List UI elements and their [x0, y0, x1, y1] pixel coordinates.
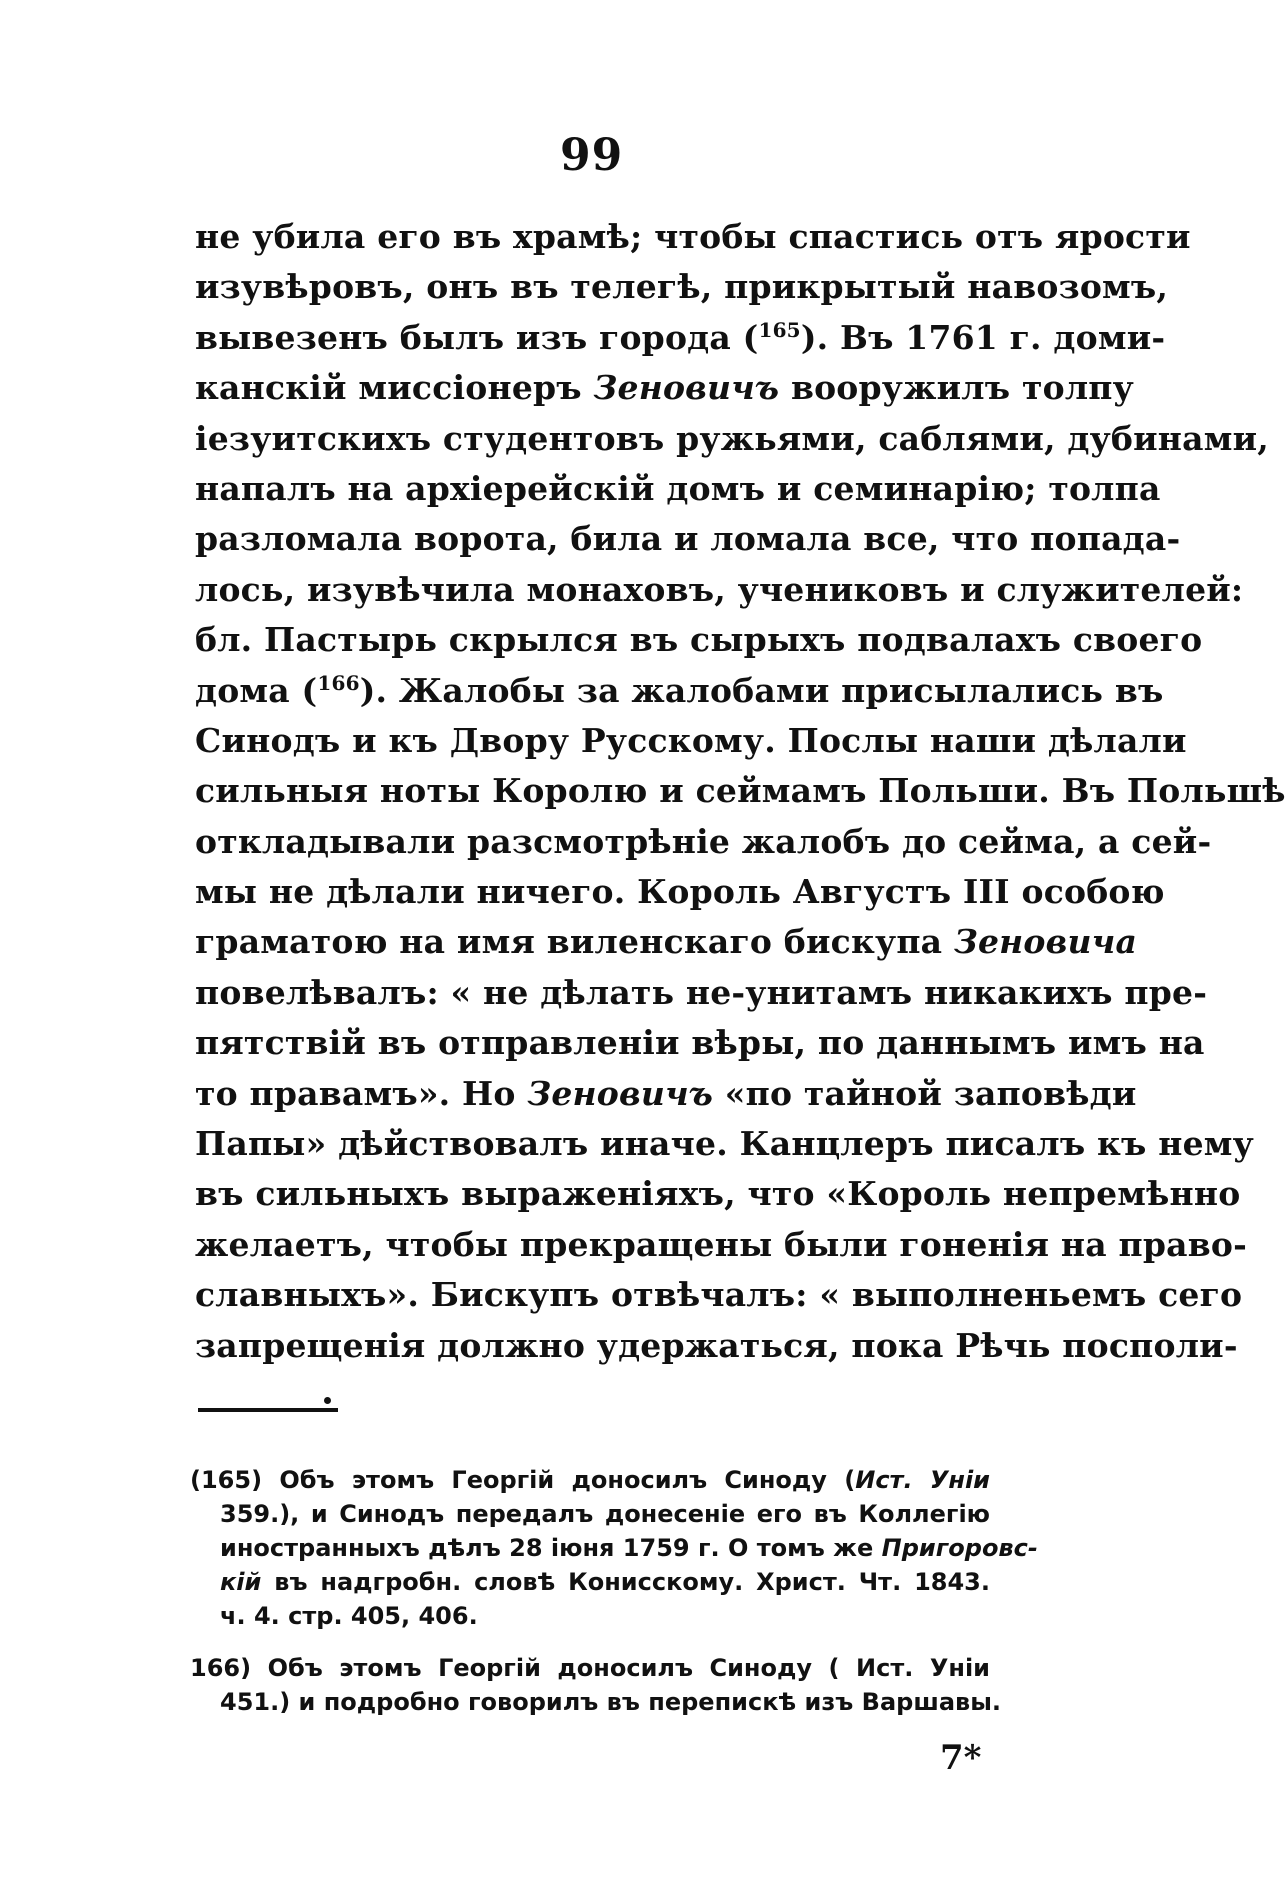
- text-line-15: [195, 917, 1138, 967]
- text-line-12: сильныя ноты Королю и сеймамъ Польши. Въ Польшѣ: [195, 771, 1286, 811]
- text-line-10: [195, 666, 1164, 716]
- footnote-165-author-end: кій: [220, 1568, 262, 1596]
- text-line-10-start: дома (: [195, 670, 318, 710]
- name-zenovich-2: Зеновичъ: [527, 1073, 714, 1113]
- text-line-23: запрещенія должно удержаться, пока Рѣчь посполи-: [195, 1325, 1238, 1365]
- text-line-5: іезуитскихъ студентовъ ружьями, саблями, дубинами,: [195, 418, 1269, 458]
- text-line-22: славныхъ». Бискупъ отвѣчалъ: « выполненьемъ сего: [195, 1275, 1243, 1315]
- footnote-166-line-1: 166) Объ этомъ Георгій доносилъ Синоду ( Ист. Уніи: [190, 1654, 990, 1682]
- footnote-165-line-4-text: въ надгробн. словѣ Конисскому. Христ. Чт. 1843.: [274, 1568, 991, 1596]
- text-line-3-start: вывезенъ былъ изъ города (: [195, 317, 759, 357]
- text-line-17: пятствій въ отправленіи вѣры, по даннымъ имъ на: [195, 1023, 1205, 1063]
- text-line-18-start: то правамъ». Но: [195, 1073, 516, 1113]
- footnote-ref-166: 166: [317, 670, 360, 695]
- text-line-15-start: граматою на имя виленскаго бискупа: [195, 922, 943, 962]
- text-line-6: напалъ на архіерейскій домъ и семинарію; толпа: [195, 468, 1161, 508]
- name-zenovich: Зеновичъ: [593, 368, 780, 408]
- footnotes: [190, 1463, 1038, 1719]
- text-line-14: мы не дѣлали ничего. Король Августъ III особою: [195, 872, 1165, 912]
- footnote-165-source: Ист. Уніи: [855, 1466, 991, 1494]
- footnote-165-line-5: ч. 4. стр. 405, 406.: [220, 1602, 478, 1630]
- text-line-11: Синодъ и къ Двору Русскому. Послы наши дѣлали: [195, 720, 1187, 760]
- footnote-separator: [198, 1408, 338, 1412]
- text-line-16: повелѣвалъ: « не дѣлать не-унитамъ никакихъ пре-: [195, 972, 1208, 1012]
- main-text: [195, 212, 1286, 1371]
- text-line-19: Папы» дѣйствовалъ иначе. Канцлеръ писалъ къ нему: [195, 1124, 1254, 1164]
- footnote-165-text: (165) Объ этомъ Георгій доносилъ Синоду (: [190, 1466, 856, 1494]
- footnote-165-line-3: [190, 1531, 1038, 1565]
- footnote-165-author: Пригоровс-: [881, 1534, 1038, 1562]
- text-line-4: [195, 363, 1134, 413]
- footnote-separator-dot: [324, 1397, 331, 1404]
- text-line-8: лось, изувѣчила монаховъ, учениковъ и служителей:: [195, 569, 1244, 609]
- text-line-18-end: «по тайной заповѣди: [724, 1073, 1137, 1113]
- footnote-165-line-2: 359.), и Синодъ передалъ донесеніе его въ Коллегію: [220, 1500, 990, 1528]
- name-zenovicha: Зеновича: [953, 922, 1138, 962]
- text-line-3: [195, 313, 1166, 363]
- footnote-165-line-3-text: иностранныхъ дѣлъ 28 іюня 1759 г. О томъ же: [220, 1534, 874, 1562]
- text-line-4-end: вооружилъ толпу: [790, 368, 1134, 408]
- footnote-165-line-4: [190, 1565, 990, 1599]
- text-line-18: [195, 1069, 1137, 1119]
- signature-mark: 7*: [940, 1738, 982, 1778]
- text-line-9: бл. Пастырь скрылся въ сырыхъ подвалахъ своего: [195, 620, 1203, 660]
- text-line-13: откладывали разсмотрѣніе жалобъ до сейма, а сей-: [195, 821, 1212, 861]
- footnote-166-line-2: 451.) и подробно говорилъ въ перепискѣ изъ Варшавы.: [220, 1688, 1002, 1716]
- text-line-21: желаетъ, чтобы прекращены были гоненія на право-: [195, 1224, 1247, 1264]
- text-line-3-end: ). Въ 1761 г. доми-: [800, 317, 1166, 357]
- text-line-4-start: канскій миссіонеръ: [195, 368, 582, 408]
- text-line-10-end: ). Жалобы за жалобами присылались въ: [359, 670, 1164, 710]
- page-number: 99: [560, 130, 624, 181]
- text-line-1: не убила его въ храмѣ; чтобы спастись отъ ярости: [195, 217, 1191, 256]
- text-line-2: изувѣровъ, онъ въ телегѣ, прикрытый навозомъ,: [195, 267, 1169, 307]
- text-line-20: въ сильныхъ выраженіяхъ, что «Король непремѣнно: [195, 1174, 1241, 1214]
- text-line-7: разломала ворота, била и ломала все, что попада-: [195, 519, 1181, 559]
- footnote-ref-165: 165: [758, 317, 801, 342]
- footnote-165-line-1: [190, 1463, 990, 1497]
